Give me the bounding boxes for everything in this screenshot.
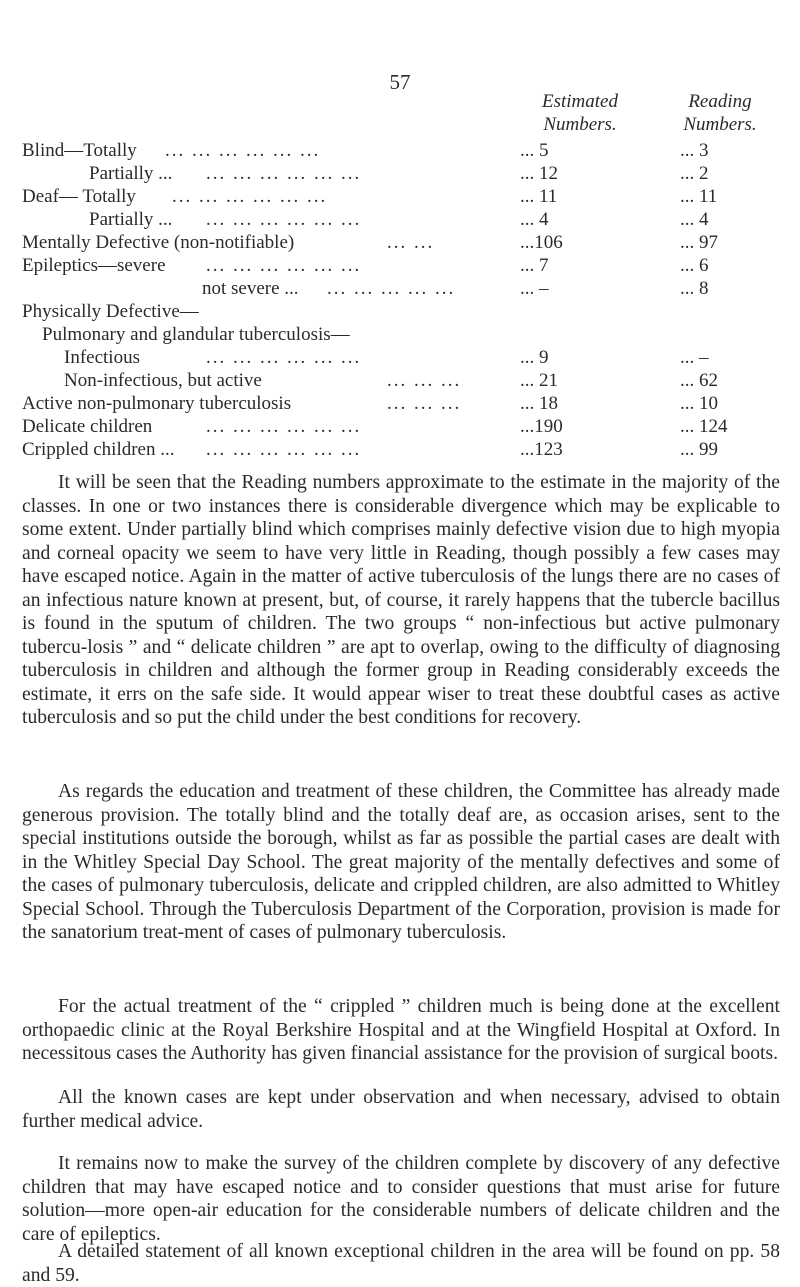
- estimated-value: ... 9: [520, 347, 549, 368]
- table-row: [0, 277, 800, 300]
- reading-value: ... 11: [680, 186, 718, 207]
- table-row: [0, 254, 800, 277]
- estimated-value: ... 11: [520, 186, 558, 207]
- table-row: [0, 185, 800, 208]
- estimated-value: ... 12: [520, 163, 558, 184]
- reading-value: ... 8: [680, 278, 709, 299]
- heading-line: Numbers.: [543, 114, 617, 135]
- row-label: Active non-pulmonary tuberculosis: [22, 393, 292, 414]
- leader-dots: ... ... ...: [387, 393, 462, 414]
- row-label: Partially ...: [89, 209, 173, 230]
- table-row: [0, 162, 800, 185]
- estimated-numbers-heading: [520, 90, 640, 136]
- table-row: [0, 346, 800, 369]
- table-row: [0, 208, 800, 231]
- leader-dots: ... ... ... ... ...: [327, 278, 456, 299]
- row-label: not severe ...: [202, 278, 299, 299]
- table-row: [0, 139, 800, 162]
- row-label: Deaf— Totally: [22, 186, 136, 207]
- reading-value: ... 62: [680, 370, 718, 391]
- body-paragraph: For the actual treatment of the “ crippled ” children much is being done at the excellent orthopaedic clinic at the Royal Berkshire Hospital and at the Wingfield Hospital at Oxford. In necessitous cases the Authority has given financial assistance for the provision of surgical boots.: [22, 996, 780, 1064]
- row-label: Mentally Defective (non-notifiable): [22, 232, 295, 253]
- leader-dots: ... ... ... ... ... ...: [206, 416, 362, 437]
- reading-value: ... 99: [680, 439, 718, 460]
- row-label: Crippled children ...: [22, 439, 175, 460]
- row-label: Epileptics—severe: [22, 255, 166, 276]
- estimated-value: ... 5: [520, 140, 549, 161]
- reading-value: ... 10: [680, 393, 718, 414]
- body-paragraph: All the known cases are kept under observation and when necessary, advised to obtain further medical advice.: [22, 1087, 780, 1132]
- leader-dots: ... ... ... ... ... ...: [206, 255, 362, 276]
- body-paragraph: It remains now to make the survey of the children complete by discovery of any defective children that may have escaped notice and to consider questions that must arise for future solution—more open-air education for the considerable numbers of delicate children and the care of epileptics.: [22, 1153, 780, 1245]
- heading-line: Reading: [688, 91, 752, 112]
- heading-line: Estimated: [542, 91, 618, 112]
- reading-value: ... 6: [680, 255, 709, 276]
- leader-dots: ... ... ... ... ... ...: [206, 163, 362, 184]
- row-label: Physically Defective—: [22, 301, 199, 322]
- estimated-value: ... 21: [520, 370, 558, 391]
- leader-dots: ... ... ... ... ... ...: [172, 186, 328, 207]
- table-row: [0, 415, 800, 438]
- reading-value: ... –: [680, 347, 709, 368]
- table-row: [0, 392, 800, 415]
- estimated-value: ...106: [520, 232, 563, 253]
- row-label: Partially ...: [89, 163, 173, 184]
- leader-dots: ... ... ... ... ... ...: [206, 439, 362, 460]
- leader-dots: ... ...: [387, 232, 435, 253]
- estimated-value: ... 7: [520, 255, 549, 276]
- reading-value: ... 3: [680, 140, 709, 161]
- table-row: [0, 300, 800, 323]
- row-label: Blind—Totally: [22, 140, 137, 161]
- reading-numbers-heading: [655, 90, 785, 136]
- table-row: [0, 438, 800, 461]
- leader-dots: ... ... ... ... ... ...: [165, 140, 321, 161]
- estimated-value: ...190: [520, 416, 563, 437]
- reading-value: ... 124: [680, 416, 728, 437]
- estimated-value: ... –: [520, 278, 549, 299]
- leader-dots: ... ... ...: [387, 370, 462, 391]
- heading-line: Numbers.: [683, 114, 757, 135]
- reading-value: ... 4: [680, 209, 709, 230]
- estimated-value: ... 4: [520, 209, 549, 230]
- row-label: Delicate children: [22, 416, 153, 437]
- page-number: 57: [389, 70, 411, 94]
- row-label: Pulmonary and glandular tuberculosis—: [42, 324, 350, 345]
- table-row: [0, 369, 800, 392]
- table-row: [0, 323, 800, 346]
- body-paragraph: A detailed statement of all known exceptional children in the area will be found on pp. 58 and 59.: [22, 1241, 780, 1286]
- reading-value: ... 2: [680, 163, 709, 184]
- leader-dots: ... ... ... ... ... ...: [206, 209, 362, 230]
- row-label: Non-infectious, but active: [64, 370, 262, 391]
- table-row: [0, 231, 800, 254]
- leader-dots: ... ... ... ... ... ...: [206, 347, 362, 368]
- estimated-value: ...123: [520, 439, 563, 460]
- row-label: Infectious: [64, 347, 140, 368]
- estimated-value: ... 18: [520, 393, 558, 414]
- body-paragraph: As regards the education and treatment of these children, the Committee has already made generous provision. The totally blind and the totally deaf are, as occasion arises, sent to the special institutions outside the borough, whilst as far as possible the partial cases are dealt with in the Whitley Special Day School. The great majority of the mentally defectives and some of the cases of pulmonary tuberculosis, delicate and crippled children, are also admitted to Whitley Special School. Through the Tuberculosis Department of the Corporation, provision is made for the sanatorium treat-ment of cases of pulmonary tuberculosis.: [22, 781, 780, 943]
- body-paragraph: It will be seen that the Reading numbers approximate to the estimate in the majority of the classes. In one or two instances there is considerable divergence which may be explicable to some extent. Under partially blind which comprises mainly defective vision due to high myopia and corneal opacity we seem to have very little in Reading, though possibly a few cases may have escaped notice. Again in the matter of active tuberculosis of the lungs there are no cases of an infectious nature known at present, but, of course, it rarely happens that the tubercle bacillus is found in the sputum of children. The two groups “ non-infectious but active pulmonary tubercu-losis ” and “ delicate children ” are apt to overlap, owing to the difficulty of diagnosing tuberculosis in children and although the former group in Reading considerably exceeds the estimate, it errs on the safe side. It would appear wiser to treat these doubtful cases as active tuberculosis and so put the child under the best conditions for recovery.: [22, 472, 780, 728]
- reading-value: ... 97: [680, 232, 718, 253]
